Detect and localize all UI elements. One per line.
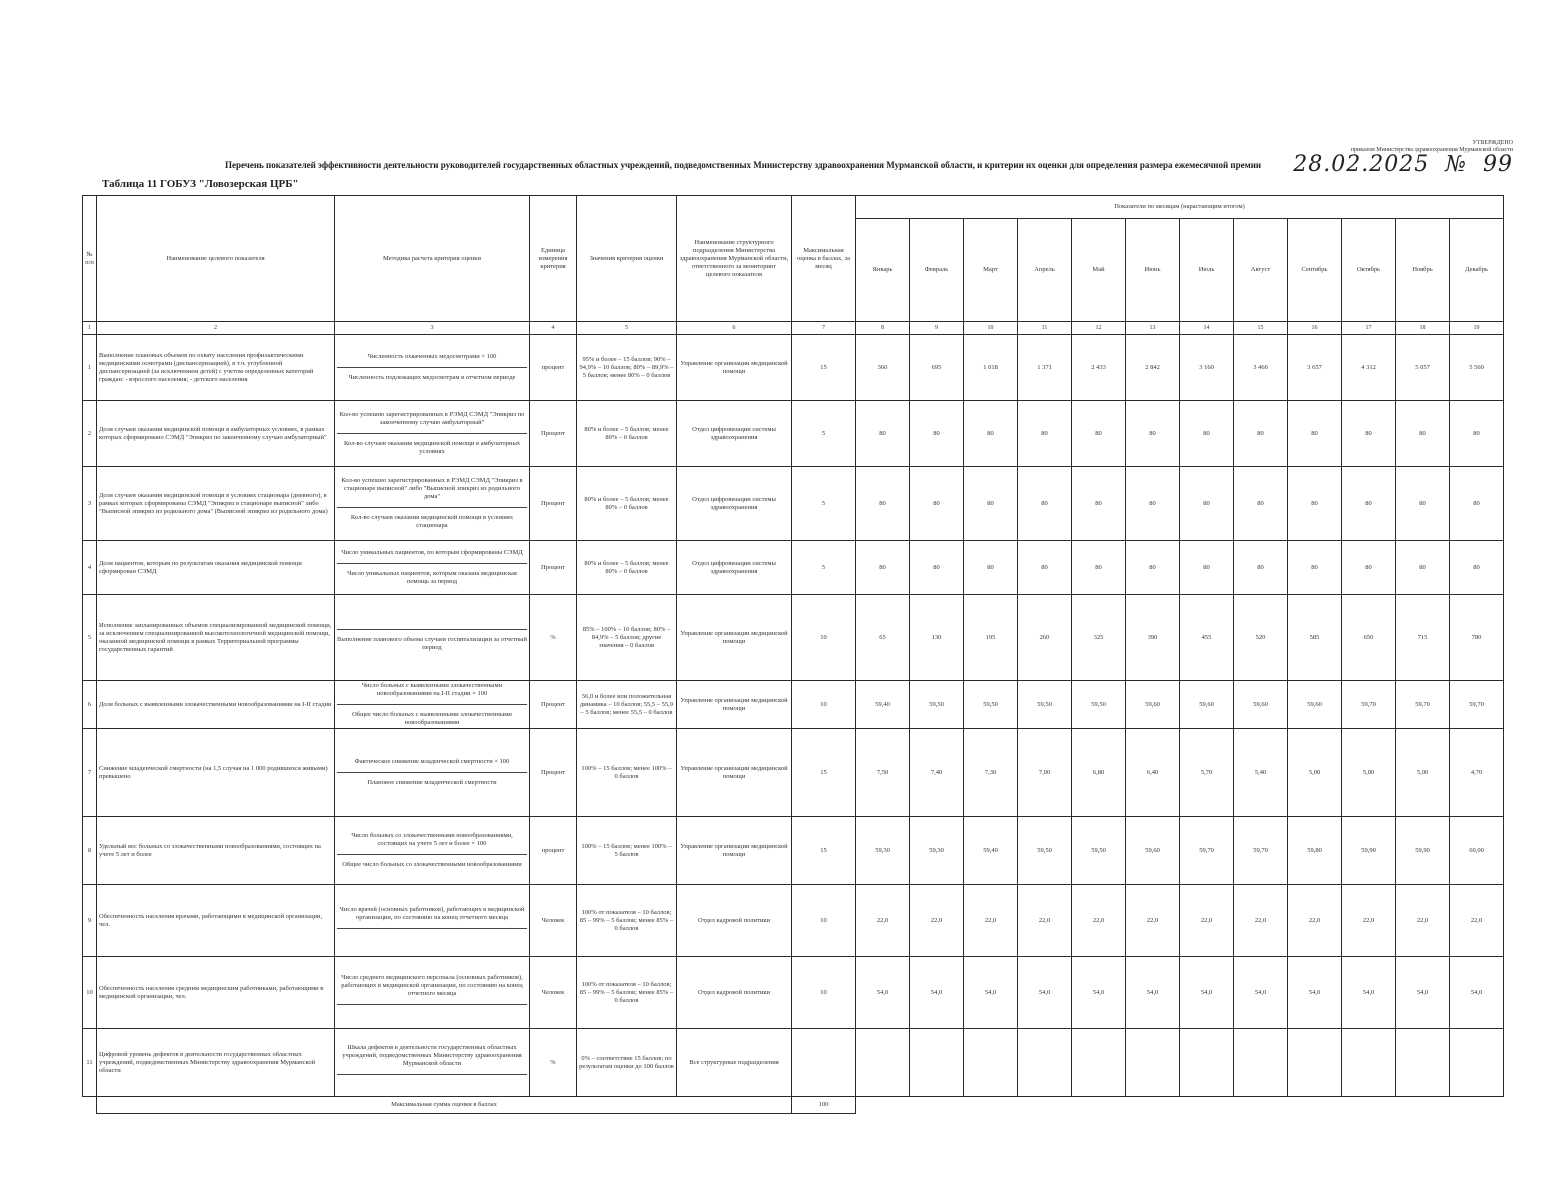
month-value: 59,70 bbox=[1450, 681, 1504, 729]
indicator-name: Доля больных с выявленными злокачественными новообразованиями на I-II стадии bbox=[97, 681, 335, 729]
month-value: 54,0 bbox=[856, 957, 910, 1029]
header-month: Октябрь bbox=[1342, 219, 1396, 322]
month-value: 5 057 bbox=[1396, 335, 1450, 401]
method-cell bbox=[335, 467, 530, 541]
month-value: 4 312 bbox=[1342, 335, 1396, 401]
month-value: 80 bbox=[964, 541, 1018, 595]
month-value: 7,50 bbox=[856, 729, 910, 817]
indicator-row bbox=[83, 729, 1504, 817]
month-value: 5 560 bbox=[1450, 335, 1504, 401]
month-value: 22,0 bbox=[1126, 885, 1180, 957]
month-value: 360 bbox=[856, 335, 910, 401]
method-cell bbox=[335, 681, 530, 729]
month-value bbox=[910, 1029, 964, 1097]
indicator-row bbox=[83, 595, 1504, 681]
month-value: 3 466 bbox=[1234, 335, 1288, 401]
month-value bbox=[856, 1029, 910, 1097]
month-value: 80 bbox=[1180, 467, 1234, 541]
month-value: 59,60 bbox=[1126, 681, 1180, 729]
max-score: 10 bbox=[792, 595, 856, 681]
month-value: 59,50 bbox=[1072, 681, 1126, 729]
indicator-name: Обеспеченность населения средним медицинским работниками, работающими в медицинской организации, чел. bbox=[97, 957, 335, 1029]
method-numerator: Численность охваченных медосмотрами × 100 bbox=[337, 353, 527, 368]
month-value bbox=[1072, 1029, 1126, 1097]
department: Управление организации медицинской помощи bbox=[677, 729, 792, 817]
month-value: 455 bbox=[1180, 595, 1234, 681]
month-value: 59,60 bbox=[1234, 681, 1288, 729]
indicator-row bbox=[83, 401, 1504, 467]
row-number: 1 bbox=[83, 335, 97, 401]
month-value: 59,60 bbox=[1180, 681, 1234, 729]
column-numbers-row bbox=[83, 322, 1504, 335]
column-number: 1 bbox=[83, 322, 97, 335]
approval-signature: 28.02.2025 № 99 bbox=[1293, 152, 1513, 177]
row-number: 4 bbox=[83, 541, 97, 595]
header-months-group: Показатели по месяцам (нарастающим итогом) bbox=[856, 196, 1504, 219]
max-score: 5 bbox=[792, 541, 856, 595]
header-month: Февраль bbox=[910, 219, 964, 322]
month-value: 54,0 bbox=[1396, 957, 1450, 1029]
month-value: 325 bbox=[1072, 595, 1126, 681]
approval-number: 99 bbox=[1483, 152, 1513, 177]
indicators-body bbox=[83, 335, 1504, 1097]
month-value: 59,50 bbox=[910, 681, 964, 729]
header-month: Март bbox=[964, 219, 1018, 322]
row-number: 6 bbox=[83, 681, 97, 729]
department: Управление организации медицинской помощи bbox=[677, 817, 792, 885]
month-value: 22,0 bbox=[1342, 885, 1396, 957]
month-value: 22,0 bbox=[1288, 885, 1342, 957]
month-value: 130 bbox=[910, 595, 964, 681]
method-numerator: Кол-во успешно зарегистрированных в РЭМД СЭМД "Эпикриз в стационаре выписной" либо "Выписной эпикриз из родильного дома" bbox=[337, 477, 527, 508]
month-value: 54,0 bbox=[964, 957, 1018, 1029]
month-value: 80 bbox=[1018, 541, 1072, 595]
row-number: 5 bbox=[83, 595, 97, 681]
header-month: Январь bbox=[856, 219, 910, 322]
header-month: Июль bbox=[1180, 219, 1234, 322]
month-value: 80 bbox=[964, 467, 1018, 541]
header-method: Методика расчета критерия оценки bbox=[335, 196, 530, 322]
month-value: 80 bbox=[1288, 467, 1342, 541]
header-month: Апрель bbox=[1018, 219, 1072, 322]
month-value: 59,50 bbox=[1018, 681, 1072, 729]
unit: процент bbox=[530, 817, 577, 885]
month-value: 5,70 bbox=[1180, 729, 1234, 817]
month-value bbox=[1342, 1029, 1396, 1097]
month-value: 59,60 bbox=[1288, 681, 1342, 729]
method-numerator: Число уникальных пациентов, по которым сформированы СЭМД bbox=[337, 549, 527, 564]
approval-date: 28.02.2025 bbox=[1293, 152, 1430, 177]
indicator-name: Удельный вес больных со злокачественными новообразованиями, состоящих на учете 5 лет и более bbox=[97, 817, 335, 885]
month-value: 5,00 bbox=[1396, 729, 1450, 817]
month-value: 59,50 bbox=[1018, 817, 1072, 885]
month-value: 60,00 bbox=[1450, 817, 1504, 885]
month-value bbox=[1180, 1029, 1234, 1097]
month-value: 54,0 bbox=[1018, 957, 1072, 1029]
method-cell bbox=[335, 885, 530, 957]
method-denominator: Выполнение планового объема случаев госпитализации за отчетный период bbox=[337, 636, 527, 651]
method-numerator: Число больных со злокачественными новообразованиями, состоящих на учете 5 лет и более × 100 bbox=[337, 832, 527, 855]
method-numerator: Шкала дефектов в деятельности государственных областных учреждений, подведомственных Министерству здравоохранения Мурманской области bbox=[337, 1044, 527, 1075]
month-value: 59,70 bbox=[1234, 817, 1288, 885]
total-value: 100 bbox=[792, 1097, 856, 1114]
month-value: 5,40 bbox=[1234, 729, 1288, 817]
month-value bbox=[1234, 1029, 1288, 1097]
column-number: 7 bbox=[792, 322, 856, 335]
column-number: 18 bbox=[1396, 322, 1450, 335]
row-number: 2 bbox=[83, 401, 97, 467]
month-value: 80 bbox=[1288, 401, 1342, 467]
month-value: 80 bbox=[1342, 401, 1396, 467]
month-value: 54,0 bbox=[1126, 957, 1180, 1029]
month-value: 54,0 bbox=[910, 957, 964, 1029]
month-value: 80 bbox=[910, 541, 964, 595]
criteria: 56,0 и более или положительная динамика – 10 баллов; 55,5 – 55,9 – 5 баллов; менее 55,5 – 0 баллов bbox=[577, 681, 677, 729]
indicator-name: Доля случаев оказания медицинской помощи в амбулаторных условиях, в рамках которых сформировано СЭМД "Эпикриз по законченному случаю амбулаторный" bbox=[97, 401, 335, 467]
header-unit: Единица измерения критерия bbox=[530, 196, 577, 322]
month-value: 59,50 bbox=[1072, 817, 1126, 885]
unit: Человек bbox=[530, 957, 577, 1029]
row-number: 8 bbox=[83, 817, 97, 885]
max-score: 10 bbox=[792, 957, 856, 1029]
max-score: 10 bbox=[792, 681, 856, 729]
month-value: 3 160 bbox=[1180, 335, 1234, 401]
month-value: 520 bbox=[1234, 595, 1288, 681]
month-value: 59,70 bbox=[1180, 817, 1234, 885]
criteria: 80% и более – 5 баллов; менее 80% – 0 баллов bbox=[577, 467, 677, 541]
criteria: 0% – соответствие 15 баллов; по результатам оценки до 100 баллов bbox=[577, 1029, 677, 1097]
method-numerator bbox=[337, 623, 527, 630]
unit: Процент bbox=[530, 401, 577, 467]
method-denominator: Общее число больных со злокачественными новообразованиями bbox=[342, 861, 522, 868]
column-number: 14 bbox=[1180, 322, 1234, 335]
month-value: 2 842 bbox=[1126, 335, 1180, 401]
max-score: 5 bbox=[792, 401, 856, 467]
row-number: 9 bbox=[83, 885, 97, 957]
header-month: Май bbox=[1072, 219, 1126, 322]
month-value: 59,30 bbox=[910, 817, 964, 885]
row-number: 7 bbox=[83, 729, 97, 817]
month-value: 80 bbox=[1126, 541, 1180, 595]
column-number: 15 bbox=[1234, 322, 1288, 335]
month-value: 695 bbox=[910, 335, 964, 401]
month-value: 22,0 bbox=[1072, 885, 1126, 957]
column-number: 6 bbox=[677, 322, 792, 335]
month-value: 780 bbox=[1450, 595, 1504, 681]
month-value: 80 bbox=[1396, 401, 1450, 467]
month-value: 5,00 bbox=[1342, 729, 1396, 817]
department: Все структурные подразделения bbox=[677, 1029, 792, 1097]
unit: Процент bbox=[530, 541, 577, 595]
month-value: 80 bbox=[1450, 401, 1504, 467]
month-value: 3 657 bbox=[1288, 335, 1342, 401]
month-value: 54,0 bbox=[1180, 957, 1234, 1029]
month-value: 59,50 bbox=[964, 681, 1018, 729]
indicator-name: Цифровой уровень дефектов в деятельности государственных областных учреждений, подведомственных Министерству здравоохранения Мурманской области bbox=[97, 1029, 335, 1097]
method-numerator: Фактическое снижение младенческой смертности × 100 bbox=[337, 758, 527, 773]
month-value: 6,40 bbox=[1126, 729, 1180, 817]
month-value: 80 bbox=[856, 467, 910, 541]
month-value: 22,0 bbox=[856, 885, 910, 957]
unit: Процент bbox=[530, 467, 577, 541]
indicator-name: Доля случаев оказания медицинской помощи в условиях стационара (дневного), в рамках которых сформированы СЭМД "Эпикриз в стационаре выписной" либо "Выписной эпикриз из родильного дома" (Выписной эпикриз из родильного дома) bbox=[97, 467, 335, 541]
unit: процент bbox=[530, 335, 577, 401]
max-score: 15 bbox=[792, 729, 856, 817]
month-value: 80 bbox=[1180, 401, 1234, 467]
department: Управление организации медицинской помощи bbox=[677, 681, 792, 729]
row-number: 10 bbox=[83, 957, 97, 1029]
month-value: 80 bbox=[1234, 401, 1288, 467]
month-value: 22,0 bbox=[910, 885, 964, 957]
department: Отдел цифровизации системы здравоохранения bbox=[677, 541, 792, 595]
month-value: 80 bbox=[1234, 541, 1288, 595]
month-value: 65 bbox=[856, 595, 910, 681]
method-numerator: Число среднего медицинского персонала (основных работников), работающих в медицинской организации, по состоянию на конец отчетного месяца bbox=[337, 974, 527, 1005]
month-value: 260 bbox=[1018, 595, 1072, 681]
month-value: 1 371 bbox=[1018, 335, 1072, 401]
month-value: 195 bbox=[964, 595, 1018, 681]
column-number: 4 bbox=[530, 322, 577, 335]
max-score: 15 bbox=[792, 817, 856, 885]
method-cell bbox=[335, 595, 530, 681]
indicator-name: Выполнение плановых объемов по охвату населения профилактическими медицинскими осмотрами (диспансеризацией), в т.ч. углубленной диспансеризацией (за исключением детей) с учетом определенных категорий граждан: - взрослого населения; - детского населения bbox=[97, 335, 335, 401]
method-cell bbox=[335, 335, 530, 401]
month-value: 80 bbox=[1288, 541, 1342, 595]
month-value: 80 bbox=[1072, 401, 1126, 467]
month-value: 80 bbox=[1018, 401, 1072, 467]
table-caption: Таблица 11 ГОБУЗ "Ловозерская ЦРБ" bbox=[102, 178, 299, 190]
month-value: 80 bbox=[1126, 467, 1180, 541]
criteria: 80% и более – 5 баллов; менее 80% – 0 баллов bbox=[577, 541, 677, 595]
column-number: 16 bbox=[1288, 322, 1342, 335]
column-number: 19 bbox=[1450, 322, 1504, 335]
month-value: 650 bbox=[1342, 595, 1396, 681]
header-n: № п/п bbox=[83, 196, 97, 322]
month-value: 22,0 bbox=[1234, 885, 1288, 957]
month-value: 80 bbox=[1018, 467, 1072, 541]
document-title: Перечень показателей эффективности деятельности руководителей государственных областных учреждений, подведомственных Министерству здравоохранения Мурманской области, и критерии их оценки для определения размера ежемесячной премии bbox=[225, 160, 1262, 170]
header-department: Наименование структурного подразделения Министерства здравоохранения Мурманской области, ответственного за мониторинг целевого показателя bbox=[677, 196, 792, 322]
column-number: 3 bbox=[335, 322, 530, 335]
method-cell bbox=[335, 401, 530, 467]
month-value: 59,30 bbox=[856, 817, 910, 885]
row-number: 11 bbox=[83, 1029, 97, 1097]
indicator-name: Доля пациентов, которым по результатам оказания медицинской помощи сформирован СЭМД bbox=[97, 541, 335, 595]
unit: Процент bbox=[530, 681, 577, 729]
indicator-name: Обеспеченность населения врачами, работающими в медицинской организации, чел. bbox=[97, 885, 335, 957]
indicators-table bbox=[82, 195, 1504, 1114]
header-month: Декабрь bbox=[1450, 219, 1504, 322]
approval-line-1: УТВЕРЖДЕНО bbox=[1472, 140, 1513, 146]
month-value: 59,80 bbox=[1288, 817, 1342, 885]
indicator-row bbox=[83, 335, 1504, 401]
month-value: 80 bbox=[1072, 467, 1126, 541]
method-denominator: Численность подлежащих медосмотрам в отчетном периоде bbox=[348, 374, 516, 381]
month-value: 80 bbox=[1234, 467, 1288, 541]
method-numerator: Число больных с выявленными злокачественными новообразованиями на I-II стадии × 100 bbox=[337, 682, 527, 705]
month-value: 80 bbox=[1072, 541, 1126, 595]
method-cell bbox=[335, 541, 530, 595]
indicator-row bbox=[83, 885, 1504, 957]
method-denominator: Кол-во случаев оказания медицинской помощи в условиях стационара bbox=[350, 514, 514, 529]
row-number: 3 bbox=[83, 467, 97, 541]
criteria: 100% – 15 баллов; менее 100% – 5 баллов bbox=[577, 817, 677, 885]
unit: Человек bbox=[530, 885, 577, 957]
max-score: 15 bbox=[792, 335, 856, 401]
indicator-row bbox=[83, 817, 1504, 885]
month-value: 80 bbox=[1450, 541, 1504, 595]
month-value: 80 bbox=[964, 401, 1018, 467]
month-value: 715 bbox=[1396, 595, 1450, 681]
month-value: 59,40 bbox=[964, 817, 1018, 885]
header-month: Ноябрь bbox=[1396, 219, 1450, 322]
month-value: 22,0 bbox=[1396, 885, 1450, 957]
header-month: Сентябрь bbox=[1288, 219, 1342, 322]
department: Управление организации медицинской помощи bbox=[677, 595, 792, 681]
indicator-row bbox=[83, 957, 1504, 1029]
month-value: 585 bbox=[1288, 595, 1342, 681]
month-value: 5,00 bbox=[1288, 729, 1342, 817]
month-value: 54,0 bbox=[1234, 957, 1288, 1029]
method-numerator: Число врачей (основных работников), работающих в медицинской организации, по состоянию на конец отчетного месяца bbox=[337, 906, 527, 929]
month-value bbox=[964, 1029, 1018, 1097]
method-denominator: Плановое снижение младенческой смертности bbox=[367, 779, 497, 786]
max-score bbox=[792, 1029, 856, 1097]
month-value: 2 433 bbox=[1072, 335, 1126, 401]
month-value bbox=[1396, 1029, 1450, 1097]
month-value: 59,90 bbox=[1396, 817, 1450, 885]
month-value: 7,00 bbox=[1018, 729, 1072, 817]
column-number: 5 bbox=[577, 322, 677, 335]
approval-line-2: приказом Министерства здравоохранения Мурманской области bbox=[1350, 147, 1513, 153]
column-number: 2 bbox=[97, 322, 335, 335]
month-value bbox=[1126, 1029, 1180, 1097]
department: Отдел кадровой политики bbox=[677, 885, 792, 957]
department: Отдел цифровизации системы здравоохранения bbox=[677, 467, 792, 541]
header-indicator: Наименование целевого показателя bbox=[97, 196, 335, 322]
month-value: 80 bbox=[910, 467, 964, 541]
method-cell bbox=[335, 957, 530, 1029]
total-row bbox=[83, 1097, 1504, 1114]
month-value: 59,60 bbox=[1126, 817, 1180, 885]
criteria: 100% от показателя – 10 баллов; 85 – 99% – 5 баллов; менее 85% – 0 баллов bbox=[577, 957, 677, 1029]
column-number: 11 bbox=[1018, 322, 1072, 335]
month-value bbox=[1450, 1029, 1504, 1097]
max-score: 10 bbox=[792, 885, 856, 957]
month-value bbox=[1288, 1029, 1342, 1097]
month-value: 22,0 bbox=[1018, 885, 1072, 957]
column-number: 13 bbox=[1126, 322, 1180, 335]
unit: % bbox=[530, 595, 577, 681]
month-value: 54,0 bbox=[1288, 957, 1342, 1029]
month-value: 80 bbox=[1450, 467, 1504, 541]
criteria: 100% от показателя – 10 баллов; 85 – 99% – 5 баллов; менее 85% – 0 баллов bbox=[577, 885, 677, 957]
month-value: 54,0 bbox=[1450, 957, 1504, 1029]
method-cell bbox=[335, 729, 530, 817]
month-value: 80 bbox=[910, 401, 964, 467]
department: Управление организации медицинской помощи bbox=[677, 335, 792, 401]
month-value: 80 bbox=[1396, 541, 1450, 595]
month-value: 1 018 bbox=[964, 335, 1018, 401]
total-label: Максимальная сумма оценки в баллах bbox=[97, 1097, 792, 1114]
method-cell bbox=[335, 1029, 530, 1097]
column-number: 17 bbox=[1342, 322, 1396, 335]
criteria: 80% и более – 5 баллов; менее 80% – 0 баллов bbox=[577, 401, 677, 467]
header-criteria: Значения критерия оценки bbox=[577, 196, 677, 322]
method-denominator: Кол-во случаев оказания медицинской помощи в амбулаторных условиях bbox=[343, 440, 521, 455]
month-value: 59,90 bbox=[1342, 817, 1396, 885]
indicator-name: Снижение младенческой смертности (на 1,5 случая на 1 000 родившихся живыми) превышено bbox=[97, 729, 335, 817]
month-value: 59,70 bbox=[1396, 681, 1450, 729]
month-value: 80 bbox=[1126, 401, 1180, 467]
department: Отдел цифровизации системы здравоохранения bbox=[677, 401, 792, 467]
month-value: 4,70 bbox=[1450, 729, 1504, 817]
month-value: 80 bbox=[1396, 467, 1450, 541]
month-value: 80 bbox=[1342, 541, 1396, 595]
month-value: 7,30 bbox=[964, 729, 1018, 817]
month-value: 80 bbox=[856, 401, 910, 467]
method-denominator: Общее число больных с выявленными злокачественными новообразованиями bbox=[352, 711, 512, 726]
indicator-name: Исполнение запланированных объемов специализированной медицинской помощи, за исключением специализированной высокотехнологичной медицинской помощи, оказанной медицинской помощи в рамках Территориальной программы государственных гарантий bbox=[97, 595, 335, 681]
column-number: 8 bbox=[856, 322, 910, 335]
criteria: 85% – 100% – 10 баллов; 80% – 84,9% – 5 баллов; другие значения – 0 баллов bbox=[577, 595, 677, 681]
method-cell bbox=[335, 817, 530, 885]
header-month: Июнь bbox=[1126, 219, 1180, 322]
month-value: 54,0 bbox=[1072, 957, 1126, 1029]
criteria: 95% и более – 15 баллов; 90% – 94,9% – 10 баллов; 80% – 89,9% – 5 баллов; менее 80% – 0 баллов bbox=[577, 335, 677, 401]
month-value: 22,0 bbox=[1450, 885, 1504, 957]
month-value: 390 bbox=[1126, 595, 1180, 681]
column-number: 12 bbox=[1072, 322, 1126, 335]
indicator-row bbox=[83, 681, 1504, 729]
department: Отдел кадровой политики bbox=[677, 957, 792, 1029]
column-number: 9 bbox=[910, 322, 964, 335]
indicator-row bbox=[83, 541, 1504, 595]
indicator-row bbox=[83, 467, 1504, 541]
month-value: 7,40 bbox=[910, 729, 964, 817]
criteria: 100% – 15 баллов; менее 100% – 0 баллов bbox=[577, 729, 677, 817]
unit: % bbox=[530, 1029, 577, 1097]
month-value: 6,80 bbox=[1072, 729, 1126, 817]
month-value: 22,0 bbox=[1180, 885, 1234, 957]
month-value: 80 bbox=[1342, 467, 1396, 541]
month-value bbox=[1018, 1029, 1072, 1097]
column-number: 10 bbox=[964, 322, 1018, 335]
month-value: 22,0 bbox=[964, 885, 1018, 957]
max-score: 5 bbox=[792, 467, 856, 541]
month-value: 54,0 bbox=[1342, 957, 1396, 1029]
method-numerator: Кол-во успешно зарегистрированных в РЭМД СЭМД "Эпикриз по законченному случаю амбулаторный" bbox=[337, 411, 527, 434]
month-value: 80 bbox=[1180, 541, 1234, 595]
indicator-row bbox=[83, 1029, 1504, 1097]
method-denominator: Число уникальных пациентов, которым оказана медицинская помощь за период bbox=[347, 570, 517, 585]
header-month: Август bbox=[1234, 219, 1288, 322]
unit: Процент bbox=[530, 729, 577, 817]
month-value: 59,40 bbox=[856, 681, 910, 729]
month-value: 80 bbox=[856, 541, 910, 595]
header-max-score: Максимальная оценка в баллах, за месяц bbox=[792, 196, 856, 322]
month-value: 59,70 bbox=[1342, 681, 1396, 729]
